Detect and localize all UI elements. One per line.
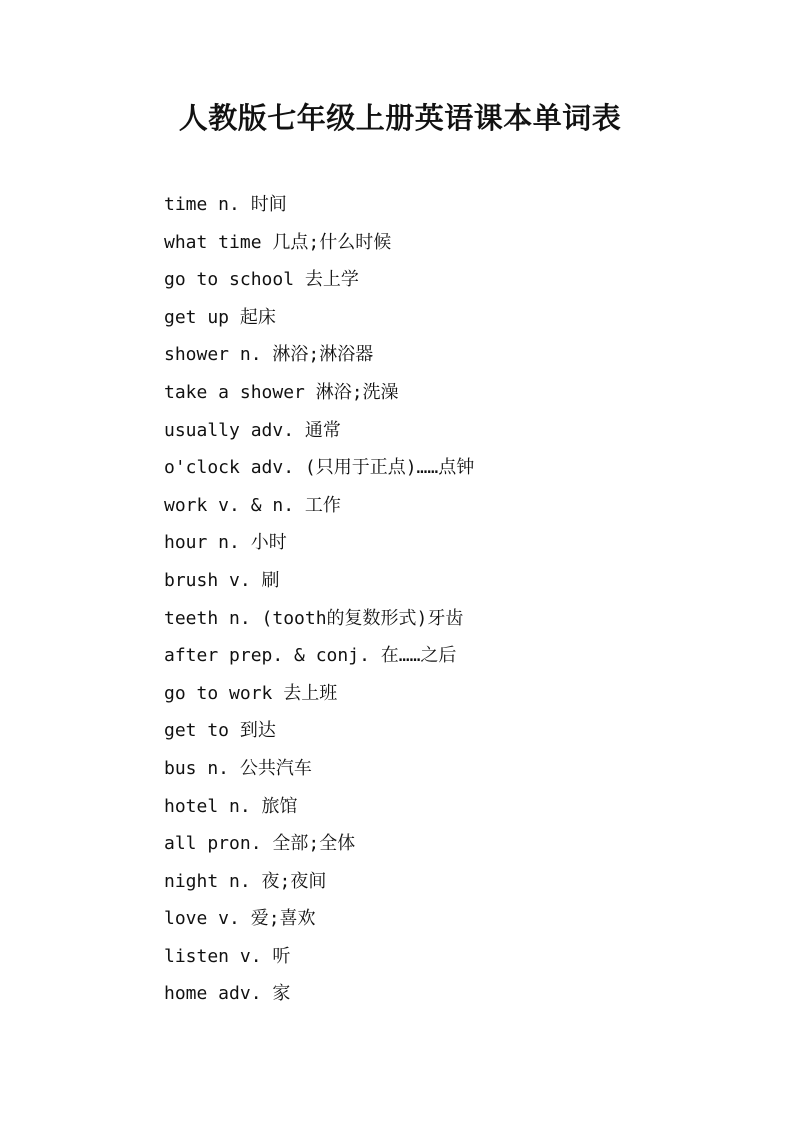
vocabulary-entry: what time 几点;什么时候 [164,231,392,253]
vocabulary-entry: hotel n. 旅馆 [164,795,298,817]
vocabulary-entry: take a shower 淋浴;洗澡 [164,381,399,403]
vocabulary-entry: time n. 时间 [164,194,287,215]
vocabulary-entry: night n. 夜;夜间 [164,870,327,892]
vocabulary-entry: home adv. 家 [164,983,291,1005]
vocabulary-entry: usually adv. 通常 [164,419,341,441]
vocabulary-entry: listen v. 听 [164,945,291,967]
vocabulary-list [164,186,474,1013]
vocabulary-entry: o'clock adv. (只用于正点)……点钟 [164,457,475,479]
vocabulary-entry: shower n. 淋浴;淋浴器 [164,344,374,366]
vocabulary-entry: brush v. 刷 [164,569,280,591]
vocabulary-entry: love v. 爱;喜欢 [164,908,316,930]
vocabulary-entry: hour n. 小时 [164,532,287,554]
vocabulary-entry: get up 起床 [164,306,276,328]
vocabulary-entry: go to work 去上班 [164,682,338,704]
vocabulary-entry: get to 到达 [164,720,276,742]
vocabulary-entry: after prep. & conj. 在……之后 [164,645,457,667]
page-title: 人教版七年级上册英语课本单词表 [178,101,622,135]
vocabulary-entry: teeth n. (tooth的复数形式)牙齿 [164,607,464,629]
vocabulary-entry: bus n. 公共汽车 [164,757,312,779]
vocabulary-entry: go to school 去上学 [164,269,359,291]
vocabulary-entry: work v. & n. 工作 [164,494,341,516]
vocabulary-entry: all pron. 全部;全体 [164,833,356,855]
